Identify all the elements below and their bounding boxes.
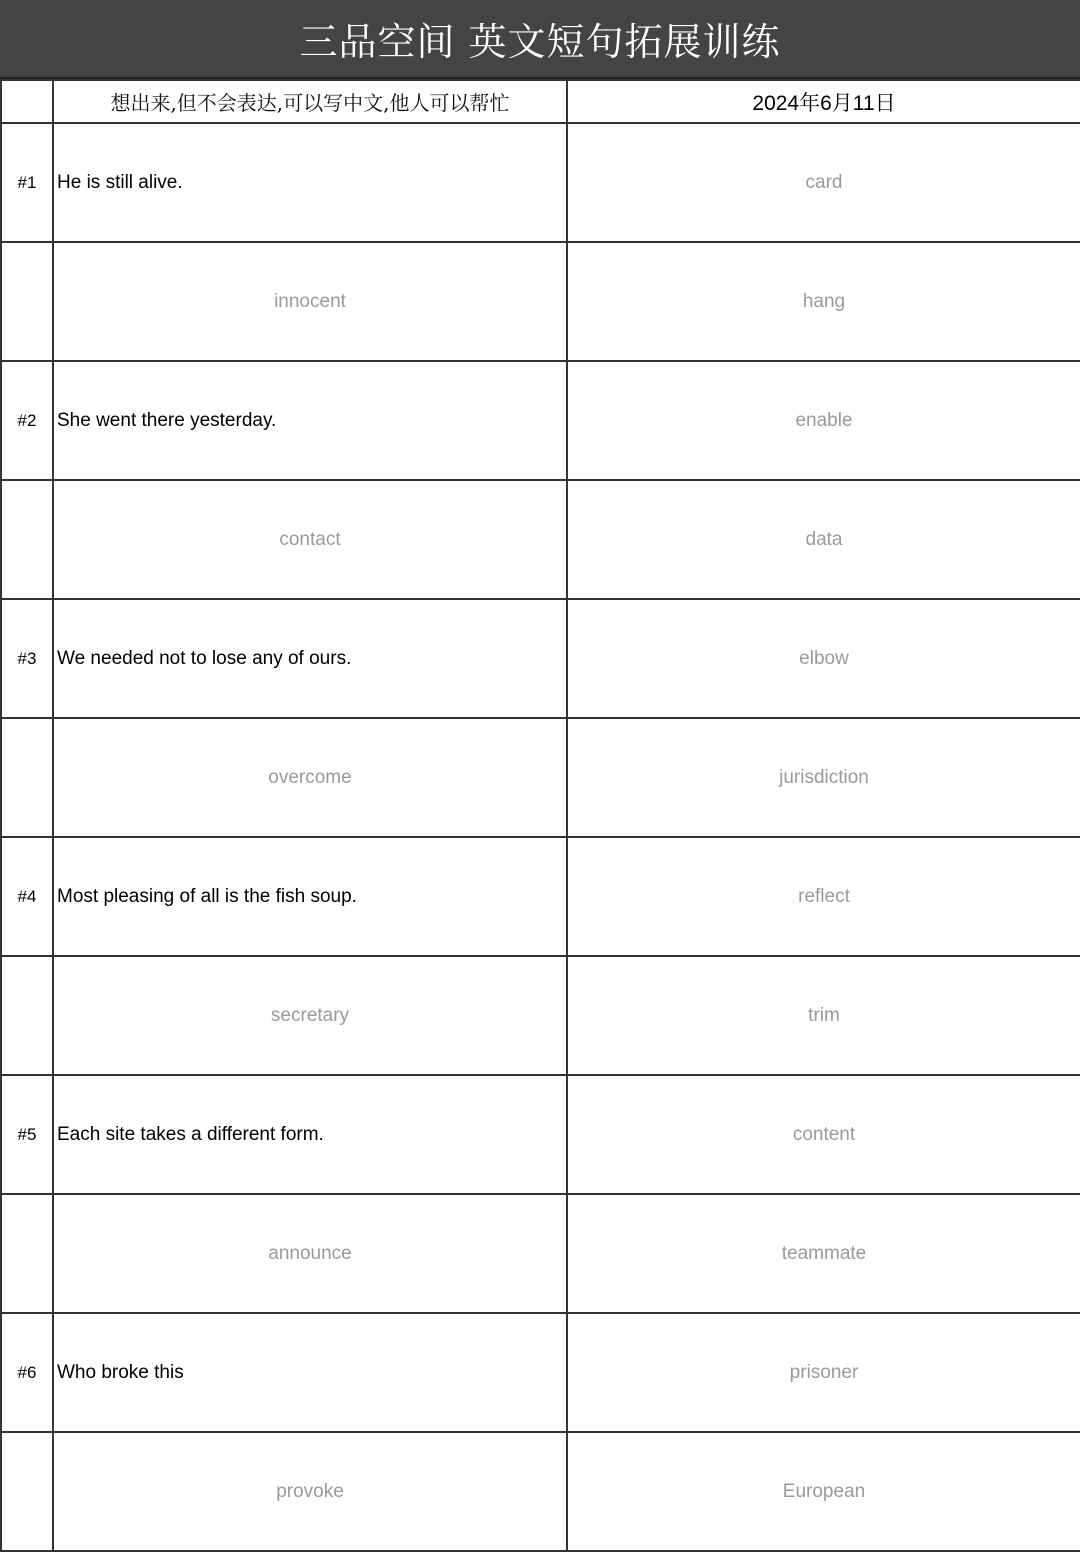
word-cell[interactable]: jurisdiction bbox=[567, 718, 1080, 837]
worksheet-title: 三品空间 英文短句拓展训练 bbox=[0, 0, 1080, 79]
sentence-row bbox=[1, 1075, 1080, 1194]
exercise-table bbox=[0, 79, 1080, 1552]
sentence-cell[interactable]: Who broke this bbox=[53, 1313, 567, 1432]
word-row bbox=[1, 956, 1080, 1075]
word-cell[interactable]: data bbox=[567, 480, 1080, 599]
sentence-row bbox=[1, 123, 1080, 242]
word-cell[interactable]: overcome bbox=[53, 718, 567, 837]
word-cell[interactable]: European bbox=[567, 1432, 1080, 1551]
word-row bbox=[1, 242, 1080, 361]
word-cell[interactable]: reflect bbox=[567, 837, 1080, 956]
sentence-cell[interactable]: Each site takes a different form. bbox=[53, 1075, 567, 1194]
sentence-row bbox=[1, 361, 1080, 480]
row-number bbox=[1, 1194, 53, 1313]
instruction-hint: 想出来,但不会表达,可以写中文,他人可以帮忙 bbox=[53, 80, 567, 123]
word-cell[interactable]: teammate bbox=[567, 1194, 1080, 1313]
word-cell[interactable]: content bbox=[567, 1075, 1080, 1194]
word-cell[interactable]: card bbox=[567, 123, 1080, 242]
word-cell[interactable]: enable bbox=[567, 361, 1080, 480]
sentence-row bbox=[1, 1313, 1080, 1432]
header-num-cell bbox=[1, 80, 53, 123]
word-cell[interactable]: provoke bbox=[53, 1432, 567, 1551]
row-number: #1 bbox=[1, 123, 53, 242]
word-row bbox=[1, 718, 1080, 837]
sentence-cell[interactable]: We needed not to lose any of ours. bbox=[53, 599, 567, 718]
row-number: #5 bbox=[1, 1075, 53, 1194]
word-row bbox=[1, 480, 1080, 599]
word-cell[interactable]: contact bbox=[53, 480, 567, 599]
word-cell[interactable]: trim bbox=[567, 956, 1080, 1075]
sentence-row bbox=[1, 599, 1080, 718]
word-cell[interactable]: announce bbox=[53, 1194, 567, 1313]
row-number bbox=[1, 956, 53, 1075]
row-number: #2 bbox=[1, 361, 53, 480]
word-cell[interactable]: innocent bbox=[53, 242, 567, 361]
word-cell[interactable]: hang bbox=[567, 242, 1080, 361]
word-row bbox=[1, 1432, 1080, 1551]
word-cell[interactable]: prisoner bbox=[567, 1313, 1080, 1432]
date-label: 2024年6月11日 bbox=[567, 80, 1080, 123]
sentence-cell[interactable]: Most pleasing of all is the fish soup. bbox=[53, 837, 567, 956]
row-number: #4 bbox=[1, 837, 53, 956]
word-cell[interactable]: elbow bbox=[567, 599, 1080, 718]
row-number bbox=[1, 242, 53, 361]
row-number: #3 bbox=[1, 599, 53, 718]
row-number bbox=[1, 718, 53, 837]
sentence-cell[interactable]: He is still alive. bbox=[53, 123, 567, 242]
word-row bbox=[1, 1194, 1080, 1313]
word-cell[interactable]: secretary bbox=[53, 956, 567, 1075]
row-number bbox=[1, 1432, 53, 1551]
sentence-cell[interactable]: She went there yesterday. bbox=[53, 361, 567, 480]
row-number bbox=[1, 480, 53, 599]
row-number: #6 bbox=[1, 1313, 53, 1432]
sentence-row bbox=[1, 837, 1080, 956]
header-row bbox=[1, 80, 1080, 123]
